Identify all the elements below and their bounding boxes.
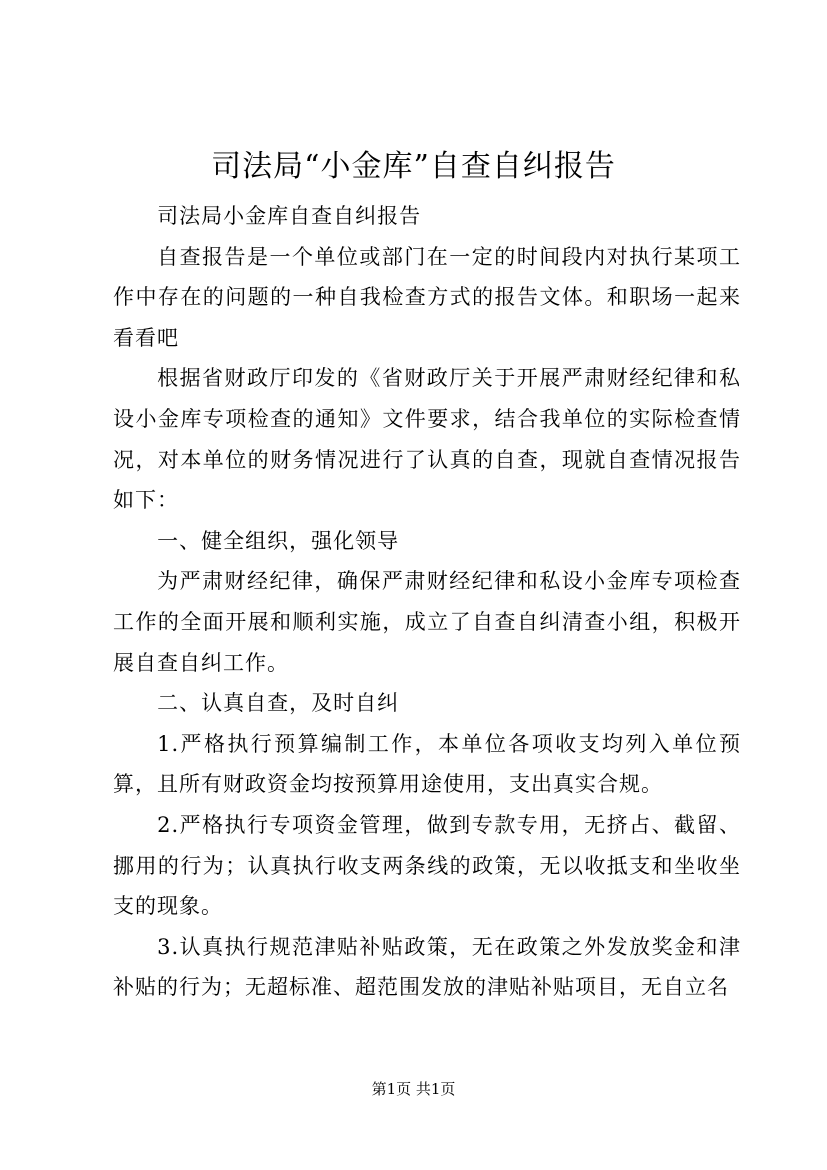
section-heading: 一、健全组织，强化领导	[157, 528, 400, 553]
document-body	[113, 196, 741, 1008]
page-number-footer: 第1页 共1页	[371, 1080, 456, 1098]
paragraph: 司法局小金库自查自纠报告	[157, 204, 422, 228]
paragraph: 自查报告是一个单位或部门在一定的时间段内对执行某项工作中存在的问题的一种自我检查方式的报告文体。和职场一起来看看吧	[113, 244, 741, 350]
paragraph: 1.严格执行预算编制工作，本单位各项收支均列入单位预算，且所有财政资金均按预算用途使用，支出真实合规。	[113, 731, 741, 797]
paragraph: 为严肃财经纪律，确保严肃财经纪律和私设小金库专项检查工作的全面开展和顺利实施，成立了自查自纠清查小组，积极开展自查自纠工作。	[113, 569, 741, 675]
paragraph: 根据省财政厅印发的《省财政厅关于开展严肃财经纪律和私设小金库专项检查的通知》文件要求，结合我单位的实际检查情况，对本单位的财务情况进行了认真的自查，现就自查情况报告如下：	[113, 366, 741, 513]
document-title: 司法局“小金库”自查自纠报告	[211, 149, 616, 184]
paragraph: 3.认真执行规范津贴补贴政策，无在政策之外发放奖金和津补贴的行为；无超标准、超范围发放的津贴补贴项目，无自立名	[113, 934, 741, 1000]
section-heading: 二、认真自查，及时自纠	[157, 691, 400, 716]
paragraph: 2.严格执行专项资金管理，做到专款专用，无挤占、截留、挪用的行为；认真执行收支两条线的政策，无以收抵支和坐收坐支的现象。	[113, 812, 741, 919]
